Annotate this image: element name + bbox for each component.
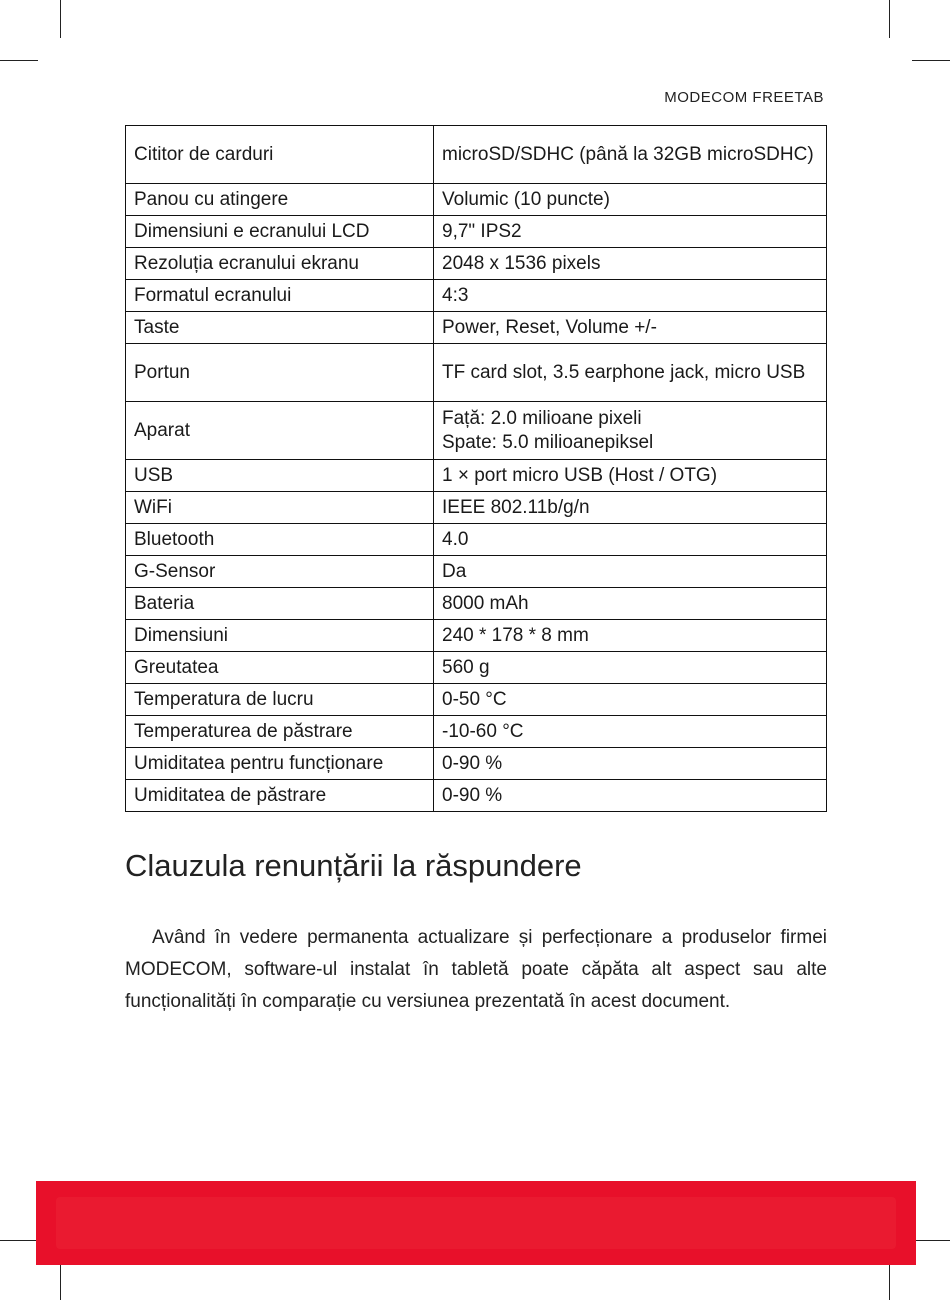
crop-mark <box>889 1262 890 1300</box>
table-row <box>126 492 827 524</box>
table-row <box>126 402 827 460</box>
table-row <box>126 216 827 248</box>
table-row <box>126 280 827 312</box>
spec-value: 4.0 <box>434 524 827 556</box>
crop-mark <box>60 0 61 38</box>
table-row <box>126 344 827 402</box>
spec-value: 0-90 % <box>434 780 827 812</box>
table-row <box>126 248 827 280</box>
table-row <box>126 556 827 588</box>
section-title: Clauzula renunțării la răspundere <box>125 848 582 883</box>
spec-label: Aparat <box>126 402 434 460</box>
crop-mark <box>889 0 890 38</box>
spec-value: TF card slot, 3.5 earphone jack, micro USB <box>434 344 827 402</box>
table-row <box>126 460 827 492</box>
table-row <box>126 780 827 812</box>
spec-value: 8000 mAh <box>434 588 827 620</box>
spec-value: 1 × port micro USB (Host / OTG) <box>434 460 827 492</box>
spec-value: 9,7" IPS2 <box>434 216 827 248</box>
spec-label: Greutatea <box>126 652 434 684</box>
spec-label: USB <box>126 460 434 492</box>
spec-label: G-Sensor <box>126 556 434 588</box>
footer-band <box>36 1181 916 1265</box>
spec-value: 0-90 % <box>434 748 827 780</box>
disclaimer-paragraph: Având în vedere permanenta actualizare și perfecționare a produselor firmei MODECOM, software-ul instalat în tabletă poate căpăta alt aspect sau alte funcționalități în comparație cu versiunea prezentată în acest document. <box>125 927 827 1012</box>
crop-mark <box>912 1240 950 1241</box>
header-brand: MODECOM FREETAB <box>664 89 824 106</box>
spec-label: Umiditatea de păstrare <box>126 780 434 812</box>
spec-label: Bateria <box>126 588 434 620</box>
spec-value-multiline <box>434 402 827 460</box>
table-row <box>126 716 827 748</box>
spec-value-line-back: Spate: 5.0 milioanepiksel <box>442 432 654 453</box>
spec-value: Power, Reset, Volume +/- <box>434 312 827 344</box>
spec-value: 240 * 178 * 8 mm <box>434 620 827 652</box>
spec-label: Umiditatea pentru funcționare <box>126 748 434 780</box>
specs-table <box>125 125 827 812</box>
spec-value: microSD/SDHC (până la 32GB microSDHC) <box>434 126 827 184</box>
table-row <box>126 652 827 684</box>
crop-mark <box>0 60 38 61</box>
table-row <box>126 684 827 716</box>
spec-label: WiFi <box>126 492 434 524</box>
spec-value-line-front: Față: 2.0 milioane pixeli <box>442 408 642 429</box>
crop-mark <box>0 1240 38 1241</box>
table-row <box>126 126 827 184</box>
spec-value: -10-60 °C <box>434 716 827 748</box>
table-row <box>126 588 827 620</box>
spec-value: Volumic (10 puncte) <box>434 184 827 216</box>
footer-band-inner <box>56 1197 896 1249</box>
spec-label: Temperatura de lucru <box>126 684 434 716</box>
spec-value: 2048 x 1536 pixels <box>434 248 827 280</box>
table-row <box>126 184 827 216</box>
spec-label: Formatul ecranului <box>126 280 434 312</box>
spec-label: Bluetooth <box>126 524 434 556</box>
spec-label: Portun <box>126 344 434 402</box>
spec-value: 560 g <box>434 652 827 684</box>
table-row <box>126 312 827 344</box>
spec-label: Dimensiuni <box>126 620 434 652</box>
table-row <box>126 748 827 780</box>
crop-mark <box>60 1262 61 1300</box>
crop-mark <box>912 60 950 61</box>
spec-value: Da <box>434 556 827 588</box>
spec-label: Temperaturea de păstrare <box>126 716 434 748</box>
spec-label: Dimensiuni e ecranului LCD <box>126 216 434 248</box>
spec-label: Taste <box>126 312 434 344</box>
spec-label: Rezoluția ecranului ekranu <box>126 248 434 280</box>
spec-value: 4:3 <box>434 280 827 312</box>
spec-value: IEEE 802.11b/g/n <box>434 492 827 524</box>
table-row <box>126 524 827 556</box>
spec-label: Cititor de carduri <box>126 126 434 184</box>
spec-value: 0-50 °C <box>434 684 827 716</box>
table-row <box>126 620 827 652</box>
spec-label: Panou cu atingere <box>126 184 434 216</box>
